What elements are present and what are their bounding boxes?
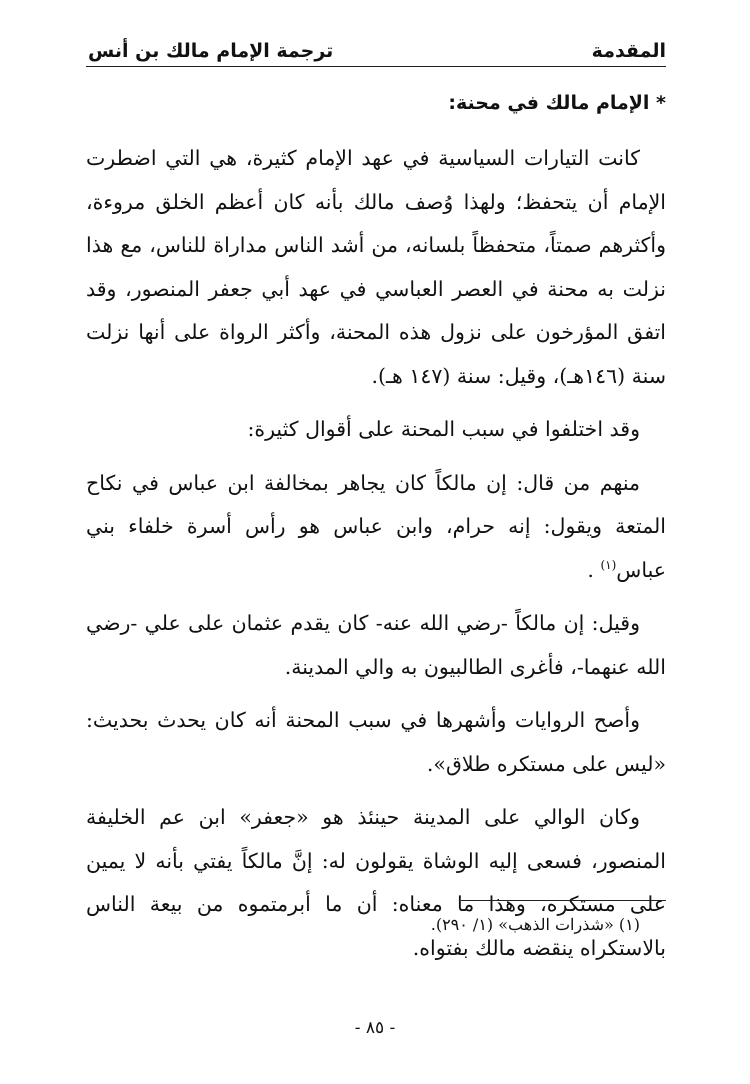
footnote-reference[interactable]: (١) (600, 557, 617, 572)
chapter-label: المقدمة (591, 40, 666, 62)
page-number: - ٨٥ - (354, 1018, 396, 1038)
paragraph: وأصح الروايات وأشهرها في سبب المحنة أنه كان يحدث بحديث: «ليس على مستكره طلاق». (86, 708, 666, 776)
paragraph-end: . (587, 557, 601, 582)
paragraph-text: منهم من قال: إن مالكاً كان يجاهر بمخالفة ابن عباس في نكاح المتعة ويقول: إنه حرام، وابن عباس هو رأس أسرة خلفاء بني عباس (86, 470, 666, 582)
footnote-divider (461, 900, 666, 901)
header-divider (86, 66, 666, 67)
footnote: (١) «شذرات الذهب» (١/ ٢٩٠). (430, 915, 640, 934)
section-heading: * الإمام مالك في محنة: (448, 92, 666, 114)
book-title: ترجمة الإمام مالك بن أنس (88, 40, 334, 62)
paragraph: وكان الوالي على المدينة حينئذ هو «جعفر» ابن عم الخليفة المنصور، فسعى إليه الوشاة يقولون له: إنَّ مالكاً يفتي بأنه لا يمين على مستكره، وهذا ما معناه: أن ما أبرمتموه من بيعة الناس بالاستكراه ينقضه مالك بفتواه. (86, 805, 666, 960)
running-header (88, 30, 666, 62)
paragraph: وقد اختلفوا في سبب المحنة على أقوال كثيرة: (247, 417, 640, 441)
paragraph (86, 462, 666, 593)
body-text (86, 137, 666, 970)
paragraph: كانت التيارات السياسية في عهد الإمام كثيرة، هي التي اضطرت الإمام أن يتحفظ؛ ولهذا وُصف مالك بأنه كان أعظم الخلق مروءة، وأكثرهم صمتاً، متحفظاً بلسانه، من أشد الناس مداراة للناس، مع هذا نزلت به محنة في العصر العباسي في عهد أبي جعفر المنصور، وقد اتفق المؤرخون على نزول هذه المحنة، وأكثر الرواة على أنها نزلت سنة (١٤٦هـ)، وقيل: سنة (١٤٧ هـ). (86, 146, 666, 388)
paragraph: وقيل: إن مالكاً -رضي الله عنه- كان يقدم عثمان على علي -رضي الله عنهما-، فأغرى الطالبيون به والي المدينة. (86, 611, 666, 679)
